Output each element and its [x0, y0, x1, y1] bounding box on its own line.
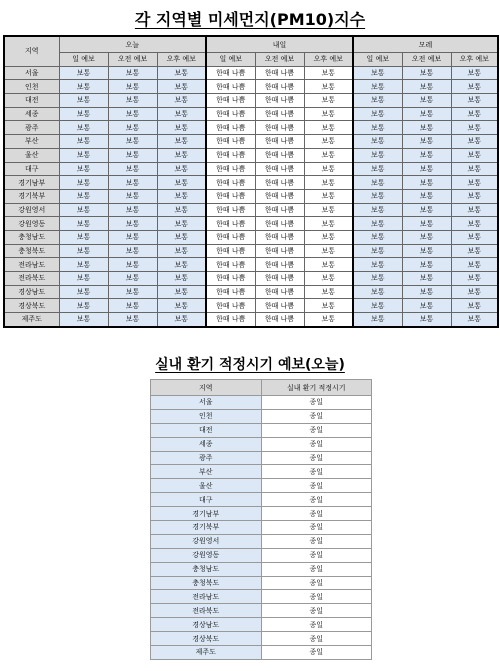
table-row	[4, 258, 498, 272]
table-row	[151, 632, 372, 646]
forecast-cell: 보통	[304, 272, 353, 286]
ventilation-value-header: 실내 환기 적정시기	[261, 380, 372, 396]
ventilation-value-cell: 종일	[261, 632, 372, 646]
forecast-cell: 보통	[304, 189, 353, 203]
ventilation-value-cell: 종일	[261, 646, 372, 660]
table-row	[4, 299, 498, 313]
ventilation-title: 실내 환기 적정시기 예보(오늘)	[155, 357, 345, 373]
table-row	[151, 534, 372, 548]
region-header: 지역	[4, 36, 59, 66]
forecast-cell: 보통	[402, 299, 451, 313]
forecast-cell: 보통	[451, 148, 498, 162]
region-cell: 인천	[4, 80, 59, 94]
forecast-cell: 보통	[157, 135, 206, 149]
forecast-cell: 한때 나쁨	[255, 299, 304, 313]
forecast-cell: 보통	[59, 230, 108, 244]
forecast-cell: 보통	[108, 189, 157, 203]
ventilation-value-cell: 종일	[261, 590, 372, 604]
forecast-cell: 보통	[59, 94, 108, 108]
ventilation-region-cell: 충청북도	[151, 576, 262, 590]
region-cell: 대전	[4, 94, 59, 108]
table-row	[4, 162, 498, 176]
ventilation-value-cell: 종일	[261, 465, 372, 479]
forecast-cell: 한때 나쁨	[255, 285, 304, 299]
forecast-cell: 보통	[304, 107, 353, 121]
forecast-cell: 한때 나쁨	[206, 258, 255, 272]
forecast-cell: 보통	[304, 135, 353, 149]
ventilation-value-cell: 종일	[261, 534, 372, 548]
forecast-cell: 보통	[402, 244, 451, 258]
forecast-cell: 한때 나쁨	[206, 162, 255, 176]
ventilation-region-cell: 경기북부	[151, 521, 262, 535]
forecast-cell: 보통	[108, 203, 157, 217]
forecast-cell: 보통	[451, 217, 498, 231]
region-cell: 제주도	[4, 313, 59, 327]
ventilation-region-cell: 강원영서	[151, 534, 262, 548]
forecast-cell: 보통	[59, 66, 108, 80]
forecast-cell: 보통	[402, 176, 451, 190]
ventilation-region-cell: 전라남도	[151, 590, 262, 604]
ventilation-region-cell: 대전	[151, 423, 262, 437]
forecast-cell: 한때 나쁨	[206, 121, 255, 135]
region-cell: 부산	[4, 135, 59, 149]
region-cell: 경상북도	[4, 299, 59, 313]
forecast-cell: 한때 나쁨	[255, 203, 304, 217]
forecast-cell: 한때 나쁨	[255, 148, 304, 162]
table-row	[4, 285, 498, 299]
forecast-cell: 보통	[59, 258, 108, 272]
forecast-cell: 한때 나쁨	[255, 162, 304, 176]
table-row	[4, 313, 498, 327]
ventilation-region-cell: 울산	[151, 479, 262, 493]
forecast-cell: 보통	[157, 94, 206, 108]
table-row	[151, 507, 372, 521]
table-row	[4, 135, 498, 149]
region-cell: 충청남도	[4, 230, 59, 244]
forecast-cell: 보통	[304, 121, 353, 135]
forecast-cell: 보통	[157, 244, 206, 258]
ventilation-region-cell: 전라북도	[151, 604, 262, 618]
forecast-cell: 보통	[353, 272, 402, 286]
forecast-cell: 보통	[108, 148, 157, 162]
forecast-cell: 보통	[157, 285, 206, 299]
table-row	[151, 604, 372, 618]
forecast-cell: 한때 나쁨	[206, 135, 255, 149]
region-cell: 충청북도	[4, 244, 59, 258]
forecast-cell: 보통	[402, 94, 451, 108]
forecast-cell: 보통	[451, 313, 498, 327]
forecast-cell: 한때 나쁨	[255, 176, 304, 190]
forecast-cell: 보통	[108, 217, 157, 231]
forecast-cell: 보통	[402, 135, 451, 149]
ventilation-header-row	[151, 380, 372, 396]
forecast-cell: 보통	[108, 135, 157, 149]
forecast-cell: 한때 나쁨	[206, 66, 255, 80]
forecast-cell: 보통	[451, 66, 498, 80]
forecast-cell: 보통	[304, 285, 353, 299]
region-cell: 경기남부	[4, 176, 59, 190]
ventilation-value-cell: 종일	[261, 437, 372, 451]
forecast-cell: 보통	[304, 94, 353, 108]
pm10-title: 각 지역별 미세먼지(PM10)지수	[134, 10, 366, 29]
forecast-cell: 보통	[59, 107, 108, 121]
forecast-cell: 한때 나쁨	[206, 285, 255, 299]
forecast-cell: 보통	[451, 244, 498, 258]
ventilation-region-cell: 경상북도	[151, 632, 262, 646]
forecast-cell: 보통	[451, 285, 498, 299]
forecast-cell: 한때 나쁨	[206, 148, 255, 162]
forecast-cell: 보통	[59, 162, 108, 176]
forecast-cell: 보통	[402, 148, 451, 162]
forecast-cell: 보통	[108, 66, 157, 80]
forecast-cell: 보통	[402, 107, 451, 121]
forecast-cell: 보통	[157, 189, 206, 203]
forecast-cell: 한때 나쁨	[255, 135, 304, 149]
ventilation-value-cell: 종일	[261, 451, 372, 465]
forecast-cell: 보통	[157, 217, 206, 231]
forecast-cell: 한때 나쁨	[206, 80, 255, 94]
forecast-cell: 보통	[157, 272, 206, 286]
forecast-cell: 보통	[304, 313, 353, 327]
forecast-cell: 한때 나쁨	[206, 313, 255, 327]
table-row	[151, 590, 372, 604]
table-row	[4, 107, 498, 121]
forecast-cell: 보통	[353, 230, 402, 244]
table-row	[151, 521, 372, 535]
subheader-today-day: 일 예보	[59, 53, 108, 67]
forecast-cell: 보통	[157, 148, 206, 162]
ventilation-region-cell: 광주	[151, 451, 262, 465]
forecast-cell: 보통	[402, 230, 451, 244]
table-row	[4, 94, 498, 108]
forecast-cell: 보통	[108, 121, 157, 135]
region-cell: 세종	[4, 107, 59, 121]
table-row	[4, 148, 498, 162]
table-row	[151, 451, 372, 465]
forecast-cell: 보통	[451, 121, 498, 135]
forecast-cell: 보통	[353, 176, 402, 190]
forecast-cell: 보통	[353, 217, 402, 231]
forecast-cell: 보통	[451, 135, 498, 149]
forecast-cell: 한때 나쁨	[206, 189, 255, 203]
forecast-cell: 보통	[59, 176, 108, 190]
ventilation-region-cell: 서울	[151, 396, 262, 410]
forecast-cell: 보통	[157, 66, 206, 80]
table-row	[151, 493, 372, 507]
forecast-cell: 보통	[451, 162, 498, 176]
forecast-cell: 보통	[451, 258, 498, 272]
forecast-cell: 보통	[402, 272, 451, 286]
table-row	[151, 576, 372, 590]
forecast-cell: 한때 나쁨	[206, 203, 255, 217]
table-row	[4, 80, 498, 94]
forecast-cell: 보통	[353, 203, 402, 217]
forecast-cell: 보통	[304, 203, 353, 217]
forecast-cell: 보통	[402, 121, 451, 135]
forecast-cell: 한때 나쁨	[206, 244, 255, 258]
ventilation-value-cell: 종일	[261, 604, 372, 618]
table-row	[4, 272, 498, 286]
forecast-cell: 한때 나쁨	[255, 94, 304, 108]
forecast-cell: 보통	[108, 272, 157, 286]
forecast-cell: 한때 나쁨	[255, 66, 304, 80]
forecast-cell: 한때 나쁨	[255, 313, 304, 327]
ventilation-value-cell: 종일	[261, 409, 372, 423]
forecast-cell: 보통	[304, 162, 353, 176]
forecast-cell: 보통	[353, 107, 402, 121]
forecast-cell: 보통	[451, 299, 498, 313]
pm10-table	[3, 35, 499, 328]
forecast-cell: 보통	[304, 244, 353, 258]
ventilation-region-cell: 부산	[151, 465, 262, 479]
table-row	[151, 548, 372, 562]
ventilation-value-cell: 종일	[261, 618, 372, 632]
table-row	[151, 465, 372, 479]
table-row	[151, 423, 372, 437]
forecast-cell: 보통	[451, 230, 498, 244]
forecast-cell: 보통	[353, 162, 402, 176]
forecast-cell: 보통	[304, 176, 353, 190]
table-row	[151, 562, 372, 576]
table-row	[4, 189, 498, 203]
forecast-cell: 보통	[402, 217, 451, 231]
group-today: 오늘	[59, 36, 206, 53]
table-row	[151, 646, 372, 660]
forecast-cell: 보통	[304, 258, 353, 272]
forecast-cell: 한때 나쁨	[255, 230, 304, 244]
subheader-day-after-pm: 오후 예보	[451, 53, 498, 67]
forecast-cell: 보통	[59, 203, 108, 217]
subheader-today-am: 오전 예보	[108, 53, 157, 67]
table-row	[4, 230, 498, 244]
forecast-cell: 보통	[353, 258, 402, 272]
forecast-cell: 한때 나쁨	[255, 272, 304, 286]
forecast-cell: 보통	[108, 258, 157, 272]
group-day-after: 모레	[353, 36, 498, 53]
region-cell: 강원영동	[4, 217, 59, 231]
ventilation-value-cell: 종일	[261, 576, 372, 590]
forecast-cell: 보통	[402, 80, 451, 94]
forecast-cell: 한때 나쁨	[255, 107, 304, 121]
forecast-cell: 한때 나쁨	[206, 217, 255, 231]
forecast-cell: 보통	[59, 244, 108, 258]
forecast-cell: 보통	[353, 94, 402, 108]
forecast-cell: 한때 나쁨	[255, 189, 304, 203]
forecast-cell: 보통	[402, 258, 451, 272]
table-row	[4, 66, 498, 80]
forecast-cell: 보통	[353, 121, 402, 135]
forecast-cell: 보통	[108, 299, 157, 313]
forecast-cell: 보통	[108, 244, 157, 258]
forecast-cell: 보통	[402, 285, 451, 299]
forecast-cell: 보통	[59, 189, 108, 203]
region-cell: 광주	[4, 121, 59, 135]
ventilation-region-cell: 경상남도	[151, 618, 262, 632]
region-cell: 대구	[4, 162, 59, 176]
ventilation-value-cell: 종일	[261, 493, 372, 507]
pm10-sub-header-row	[4, 53, 498, 67]
region-cell: 전라북도	[4, 272, 59, 286]
forecast-cell: 보통	[59, 121, 108, 135]
forecast-cell: 보통	[451, 176, 498, 190]
forecast-cell: 보통	[353, 135, 402, 149]
forecast-cell: 보통	[402, 66, 451, 80]
forecast-cell: 보통	[157, 203, 206, 217]
forecast-cell: 한때 나쁨	[206, 107, 255, 121]
subheader-tomorrow-pm: 오후 예보	[304, 53, 353, 67]
forecast-cell: 보통	[353, 66, 402, 80]
ventilation-value-cell: 종일	[261, 548, 372, 562]
ventilation-value-cell: 종일	[261, 507, 372, 521]
forecast-cell: 보통	[451, 203, 498, 217]
ventilation-value-cell: 종일	[261, 396, 372, 410]
forecast-cell: 한때 나쁨	[206, 176, 255, 190]
forecast-cell: 한때 나쁨	[206, 299, 255, 313]
forecast-cell: 보통	[451, 272, 498, 286]
ventilation-region-cell: 인천	[151, 409, 262, 423]
forecast-cell: 보통	[402, 313, 451, 327]
forecast-cell: 보통	[157, 176, 206, 190]
ventilation-region-cell: 충청남도	[151, 562, 262, 576]
forecast-cell: 보통	[157, 107, 206, 121]
subheader-day-after-am: 오전 예보	[402, 53, 451, 67]
forecast-cell: 보통	[59, 299, 108, 313]
forecast-cell: 보통	[108, 176, 157, 190]
region-cell: 경기북부	[4, 189, 59, 203]
ventilation-region-cell: 대구	[151, 493, 262, 507]
subheader-tomorrow-day: 일 예보	[206, 53, 255, 67]
forecast-cell: 보통	[108, 94, 157, 108]
ventilation-region-cell: 세종	[151, 437, 262, 451]
forecast-cell: 보통	[304, 230, 353, 244]
forecast-cell: 보통	[304, 299, 353, 313]
forecast-cell: 보통	[157, 258, 206, 272]
region-cell: 경상남도	[4, 285, 59, 299]
forecast-cell: 보통	[304, 148, 353, 162]
forecast-cell: 보통	[353, 189, 402, 203]
forecast-cell: 한때 나쁨	[206, 230, 255, 244]
forecast-cell: 보통	[59, 148, 108, 162]
table-row	[151, 437, 372, 451]
forecast-cell: 보통	[59, 313, 108, 327]
forecast-cell: 보통	[353, 80, 402, 94]
table-row	[151, 409, 372, 423]
subheader-day-after-day: 일 예보	[353, 53, 402, 67]
forecast-cell: 한때 나쁨	[255, 80, 304, 94]
table-row	[4, 121, 498, 135]
forecast-cell: 보통	[353, 285, 402, 299]
forecast-cell: 한때 나쁨	[255, 258, 304, 272]
table-row	[4, 203, 498, 217]
forecast-cell: 한때 나쁨	[255, 121, 304, 135]
forecast-cell: 보통	[451, 107, 498, 121]
forecast-cell: 보통	[451, 94, 498, 108]
forecast-cell: 한때 나쁨	[255, 217, 304, 231]
forecast-cell: 보통	[353, 313, 402, 327]
pm10-table-body	[4, 66, 498, 327]
ventilation-region-cell: 강원영동	[151, 548, 262, 562]
forecast-cell: 한때 나쁨	[206, 94, 255, 108]
region-cell: 전라남도	[4, 258, 59, 272]
forecast-cell: 보통	[108, 80, 157, 94]
forecast-cell: 보통	[59, 80, 108, 94]
forecast-cell: 보통	[157, 80, 206, 94]
pm10-group-header-row	[4, 36, 498, 53]
forecast-cell: 보통	[108, 313, 157, 327]
forecast-cell: 보통	[59, 135, 108, 149]
forecast-cell: 보통	[402, 189, 451, 203]
ventilation-table	[150, 379, 372, 660]
forecast-cell: 보통	[451, 189, 498, 203]
ventilation-region-cell: 경기남부	[151, 507, 262, 521]
forecast-cell: 보통	[157, 299, 206, 313]
ventilation-value-cell: 종일	[261, 423, 372, 437]
forecast-cell: 보통	[402, 162, 451, 176]
table-row	[151, 479, 372, 493]
table-row	[4, 217, 498, 231]
forecast-cell: 보통	[353, 148, 402, 162]
forecast-cell: 보통	[157, 121, 206, 135]
forecast-cell: 보통	[157, 230, 206, 244]
forecast-cell: 보통	[304, 217, 353, 231]
table-row	[4, 244, 498, 258]
forecast-cell: 보통	[108, 285, 157, 299]
ventilation-value-cell: 종일	[261, 562, 372, 576]
ventilation-value-cell: 종일	[261, 521, 372, 535]
region-cell: 울산	[4, 148, 59, 162]
table-row	[151, 618, 372, 632]
ventilation-region-header: 지역	[151, 380, 262, 396]
forecast-cell: 보통	[353, 299, 402, 313]
forecast-cell: 보통	[108, 162, 157, 176]
forecast-cell: 한때 나쁨	[255, 244, 304, 258]
group-tomorrow: 내일	[206, 36, 353, 53]
forecast-cell: 보통	[353, 244, 402, 258]
subheader-tomorrow-am: 오전 예보	[255, 53, 304, 67]
ventilation-table-body	[151, 396, 372, 660]
subheader-today-pm: 오후 예보	[157, 53, 206, 67]
forecast-cell: 한때 나쁨	[206, 272, 255, 286]
ventilation-region-cell: 제주도	[151, 646, 262, 660]
forecast-cell: 보통	[157, 162, 206, 176]
forecast-cell: 보통	[108, 230, 157, 244]
forecast-cell: 보통	[304, 66, 353, 80]
forecast-cell: 보통	[108, 107, 157, 121]
forecast-cell: 보통	[59, 272, 108, 286]
ventilation-value-cell: 종일	[261, 479, 372, 493]
region-cell: 강원영서	[4, 203, 59, 217]
forecast-cell: 보통	[157, 313, 206, 327]
forecast-cell: 보통	[304, 80, 353, 94]
forecast-cell: 보통	[59, 217, 108, 231]
forecast-cell: 보통	[59, 285, 108, 299]
forecast-cell: 보통	[402, 203, 451, 217]
table-row	[4, 176, 498, 190]
forecast-cell: 보통	[451, 80, 498, 94]
table-row	[151, 396, 372, 410]
region-cell: 서울	[4, 66, 59, 80]
